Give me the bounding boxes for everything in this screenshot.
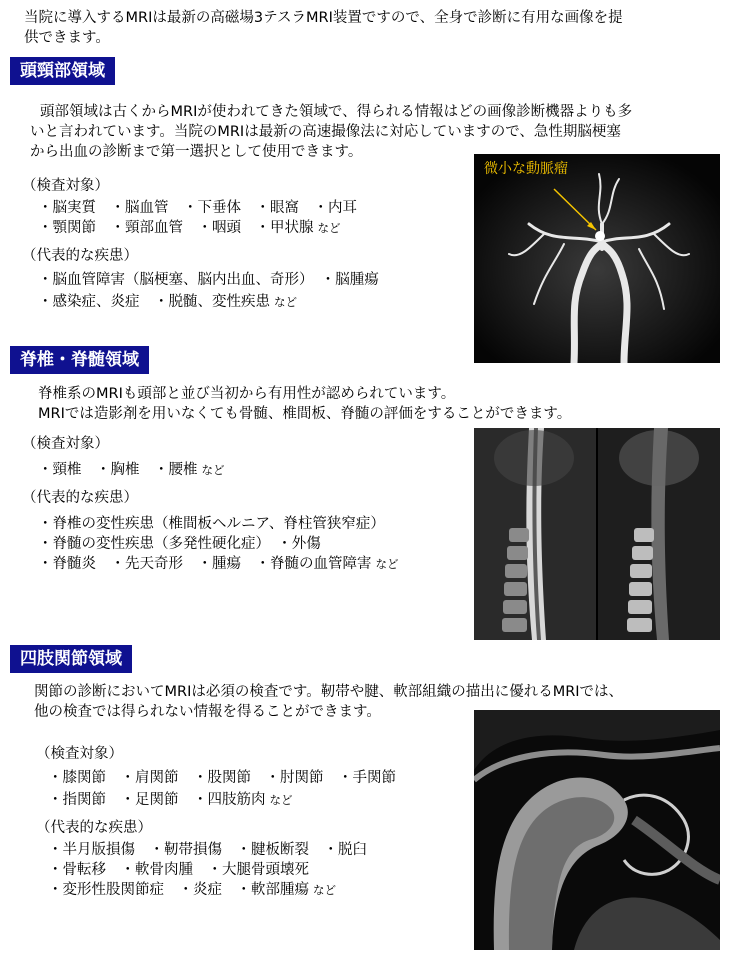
section3-diseases-label: （代表的な疾患） xyxy=(36,820,152,836)
brain-mra-drawing xyxy=(474,154,720,363)
section-heading-spine: 脊椎・脊髄領域 xyxy=(10,346,149,374)
section2-diseases-3: ・脊髄炎 ・先天奇形 ・腫瘍 ・脊髄の血管障害 など xyxy=(38,556,399,572)
section1-desc-1: 頭部領域は古くからMRIが使われてきた領域で、得られる情報はどの画像診断機器よりも多 xyxy=(40,104,633,120)
section1-diseases-2: ・感染症、炎症 ・脱髄、変性疾患 など xyxy=(38,294,297,310)
section1-diseases-1: ・脳血管障害（脳梗塞、脳内出血、奇形） ・脳腫瘍 xyxy=(38,272,379,288)
shoulder-mri-image xyxy=(474,710,720,950)
section2-desc-2: MRIでは造影剤を用いなくても骨髄、椎間板、脊髄の評価をすることができます。 xyxy=(38,406,572,422)
section1-targets-2: ・顎関節 ・頸部血管 ・咽頭 ・甲状腺 など xyxy=(38,220,341,236)
aneurysm-annotation: 微小な動脈瘤 xyxy=(484,161,568,177)
brain-mra-image xyxy=(474,154,720,363)
section3-diseases-1: ・半月版損傷 ・靭帯損傷 ・腱板断裂 ・脱臼 xyxy=(48,842,367,858)
section3-diseases-2: ・骨転移 ・軟骨肉腫 ・大腿骨頭壊死 xyxy=(48,862,309,878)
intro-line-2: 供できます。 xyxy=(24,30,110,46)
section1-targets-1: ・脳実質 ・脳血管 ・下垂体 ・眼窩 ・内耳 xyxy=(38,200,357,216)
spine-mri-image xyxy=(474,428,720,640)
spine-mri-drawing xyxy=(474,428,720,640)
section-heading-extremities: 四肢関節領域 xyxy=(10,645,132,673)
section2-diseases-label: （代表的な疾患） xyxy=(22,490,138,506)
section3-desc-1: 関節の診断においてMRIは必須の検査です。靭帯や腱、軟部組織の描出に優れるMRIでは、 xyxy=(34,684,624,700)
section3-targets-label: （検査対象） xyxy=(36,746,123,762)
section3-desc-2: 他の検査では得られない情報を得ることができます。 xyxy=(34,704,381,720)
section3-diseases-3: ・変形性股関節症 ・炎症 ・軟部腫瘍 など xyxy=(48,882,336,898)
section2-targets-label: （検査対象） xyxy=(22,436,109,452)
section1-desc-3: から出血の診断まで第一選択として使用できます。 xyxy=(30,144,363,160)
section1-targets-label: （検査対象） xyxy=(22,178,109,194)
section2-diseases-2: ・脊髄の変性疾患（多発性硬化症） ・外傷 xyxy=(38,536,321,552)
shoulder-mri-drawing xyxy=(474,710,720,950)
section1-diseases-label: （代表的な疾患） xyxy=(22,248,138,264)
section1-desc-2: いと言われています。当院のMRIは最新の高速撮像法に対応していますので、急性期脳梗塞 xyxy=(30,124,621,140)
section2-diseases-1: ・脊椎の変性疾患（椎間板ヘルニア、脊柱管狭窄症） xyxy=(38,516,385,532)
section-heading-head-neck: 頭頸部領域 xyxy=(10,57,115,85)
section2-desc-1: 脊椎系のMRIも頭部と並び当初から有用性が認められています。 xyxy=(38,386,456,402)
section3-targets-1: ・膝関節 ・肩関節 ・股関節 ・肘関節 ・手関節 xyxy=(48,770,396,786)
intro-line-1: 当院に導入するMRIは最新の高磁場3テスラMRI装置ですので、全身で診断に有用な画像を提 xyxy=(24,10,623,26)
section2-targets-1: ・頸椎 ・胸椎 ・腰椎 など xyxy=(38,462,225,478)
section3-targets-2: ・指関節 ・足関節 ・四肢筋肉 など xyxy=(48,792,293,808)
